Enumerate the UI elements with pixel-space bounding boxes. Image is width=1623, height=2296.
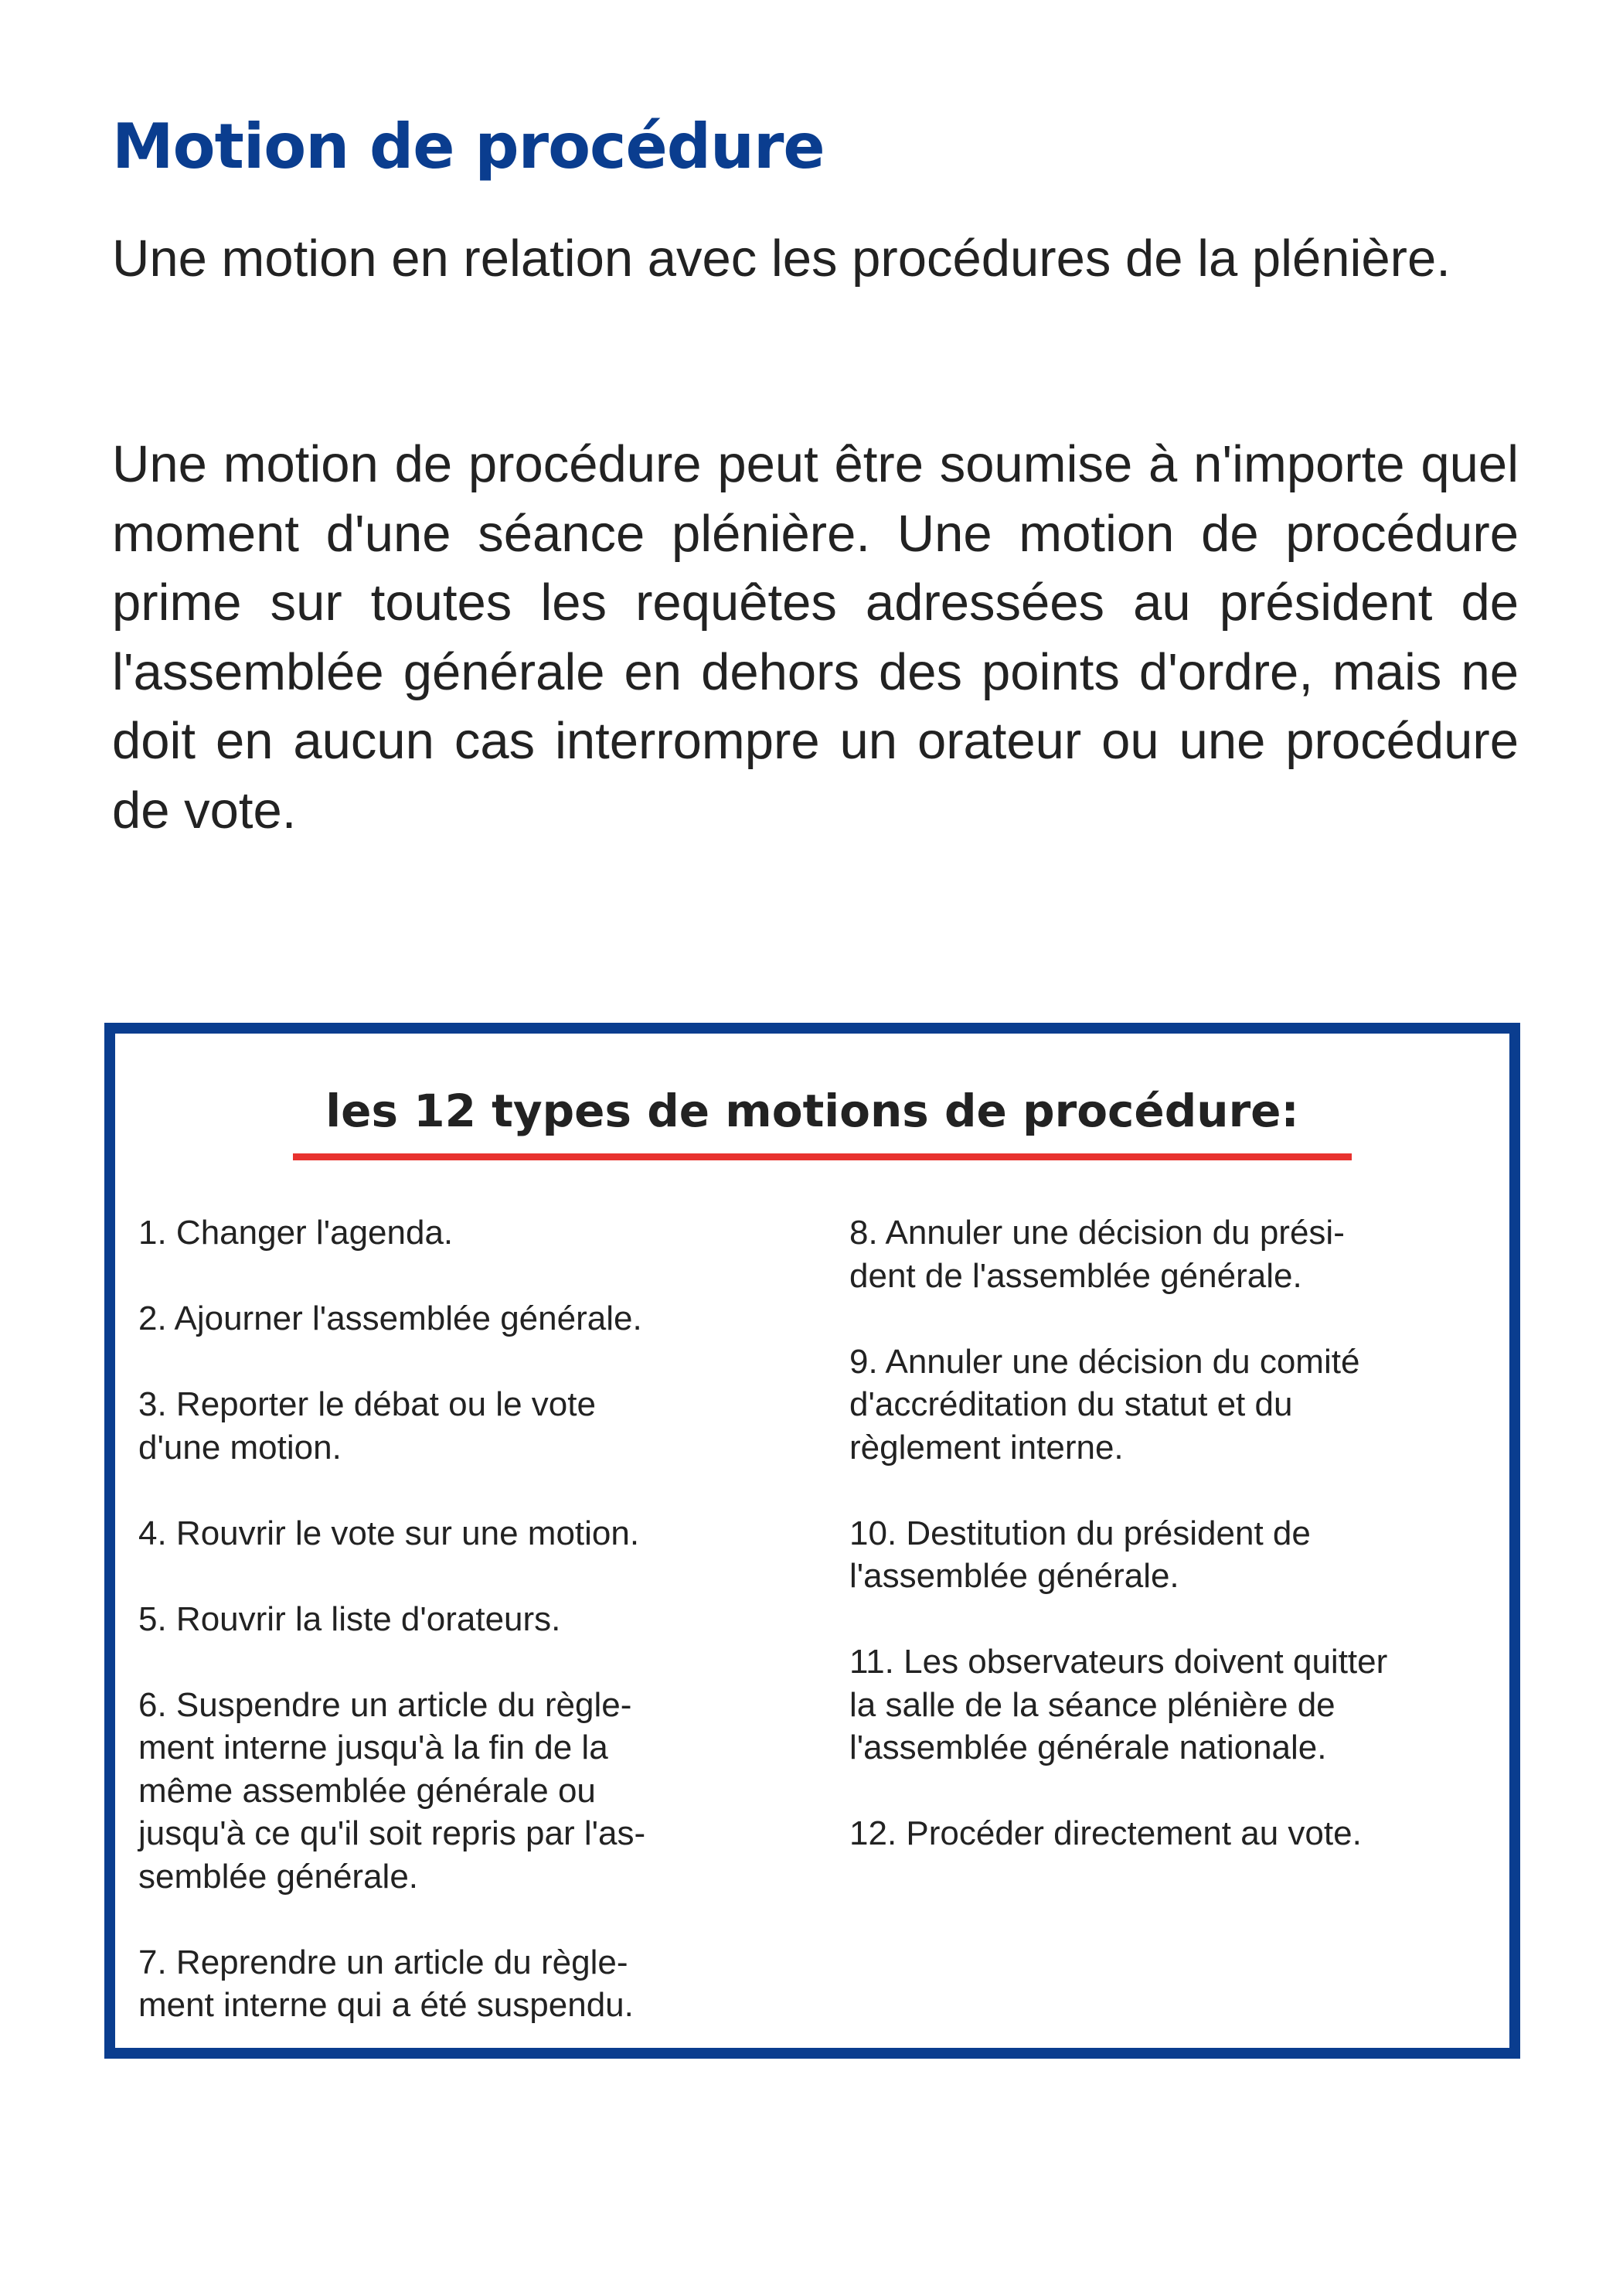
motion-list-right xyxy=(849,1211,1499,1898)
list-item: 4. Rouvrir le vote sur une motion. xyxy=(138,1514,640,1552)
list-item: 2. Ajourner l'assemblée générale. xyxy=(138,1300,642,1337)
list-item: 9. Annuler une décision du comité d'accréditation du statut et du règlement interne. xyxy=(849,1342,1360,1467)
list-item: 8. Annuler une décision du prési- dent de l'assemblée générale. xyxy=(849,1214,1345,1295)
body-paragraph: Une motion de procédure peut être soumise à n'importe quel moment d'une séance plénière. Une motion de procédure prime sur toutes les requêtes adressées au président de l'assemblée générale en dehors des points d'ordre, mais ne doit en aucun cas interrompre un orateur ou une procédure de vote. xyxy=(112,435,1519,840)
title-underline xyxy=(293,1153,1352,1160)
list-item: 3. Reporter le débat ou le vote d'une motion. xyxy=(138,1385,596,1467)
list-item: 6. Suspendre un article du règle- ment interne jusqu'à la fin de la même assemblée générale ou jusqu'à ce qu'il soit repris par l'as- semblée générale. xyxy=(138,1685,646,1896)
list-item: 1. Changer l'agenda. xyxy=(138,1214,454,1252)
list-item: 11. Les observateurs doivent quitter la salle de la séance plénière de l'assemblée générale nationale. xyxy=(849,1643,1388,1766)
list-item: 12. Procéder directement au vote. xyxy=(849,1814,1362,1852)
motion-types-box xyxy=(104,1023,1520,2059)
page-title: Motion de procédure xyxy=(112,111,825,182)
box-title: les 12 types de motions de procédure: xyxy=(325,1085,1299,1137)
list-item: 10. Destitution du président de l'assemblée générale. xyxy=(849,1514,1311,1595)
list-item: 5. Rouvrir la liste d'orateurs. xyxy=(138,1599,561,1638)
motion-list-left xyxy=(138,1211,818,2069)
intro-paragraph: Une motion en relation avec les procédures de la plénière. xyxy=(112,230,1451,288)
list-item: 7. Reprendre un article du règle- ment interne qui a été suspendu. xyxy=(138,1943,634,2024)
